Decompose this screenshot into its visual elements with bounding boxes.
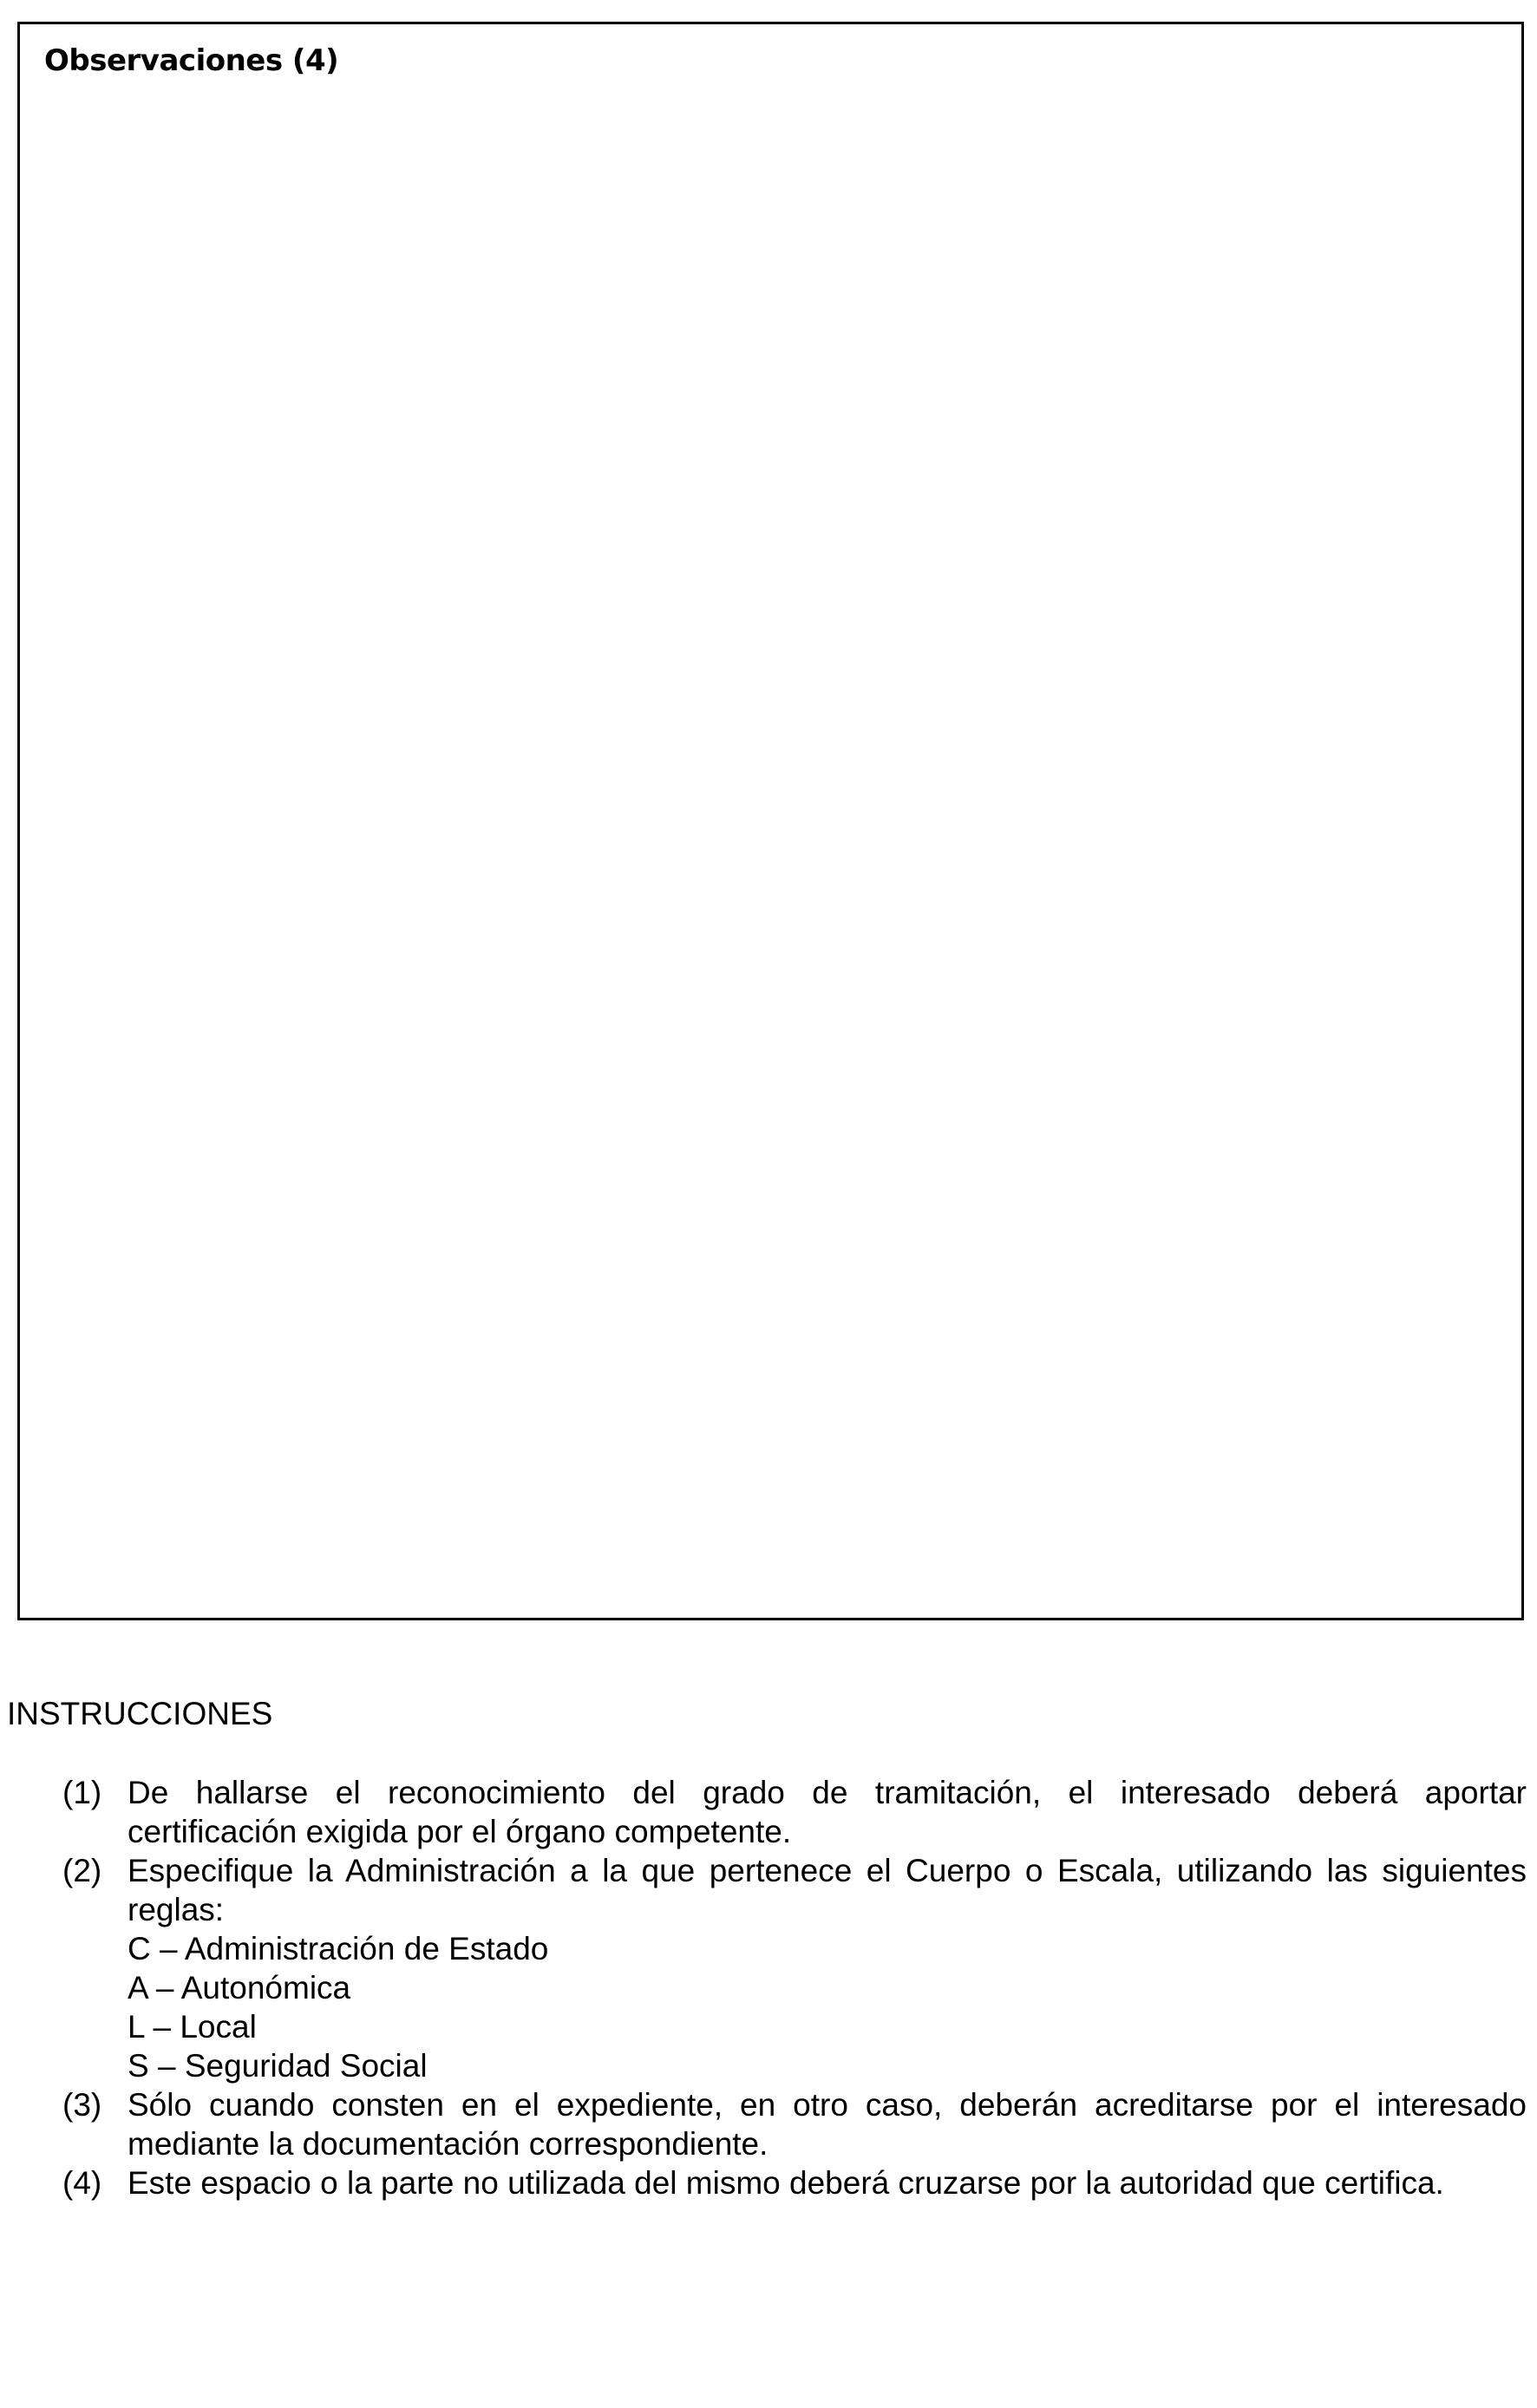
instruction-text [128,2085,1527,2163]
instruction-number: (1) [62,1775,102,1810]
instruction-number: (2) [62,1853,102,1888]
rule-state: C – Administración de Estado [128,1931,549,1966]
instruction-line: Sólo cuando consten en el expediente, en otro caso, deberán acreditarse por el interesado [128,2087,1527,2123]
rule-social-security: S – Seguridad Social [128,2048,428,2084]
observations-title: Observaciones (4) [44,43,339,78]
instruction-line: Este espacio o la parte no utilizada del mismo deberá cruzarse por la autoridad que certifica. [128,2165,1444,2201]
rule-local: L – Local [128,2009,257,2045]
instruction-line: certificación exigida por el órgano competente. [128,1814,792,1849]
rule-autonomic: A – Autonómica [128,1970,351,2006]
instruction-number: (3) [62,2087,102,2123]
instruction-line: De hallarse el reconocimiento del grado de tramitación, el interesado deberá aportar [128,1775,1527,1810]
instruction-item-4 [62,2163,1527,2202]
instruction-line: reglas: [128,1892,225,1927]
instruction-item-1 [62,1773,1527,1851]
instruction-line: mediante la documentación correspondiente. [128,2126,768,2162]
instruction-number: (4) [62,2165,102,2201]
observations-box [17,22,1524,1620]
instruction-text [128,1851,1527,2085]
instructions-list [62,1773,1527,2202]
instruction-text [128,1773,1527,1851]
instruction-item-2 [62,1851,1527,2085]
instruction-item-3 [62,2085,1527,2163]
instruction-text [128,2163,1527,2202]
instructions-title: INSTRUCCIONES [7,1696,273,1731]
instruction-line: Especifique la Administración a la que pertenece el Cuerpo o Escala, utilizando las siguientes [128,1853,1527,1888]
